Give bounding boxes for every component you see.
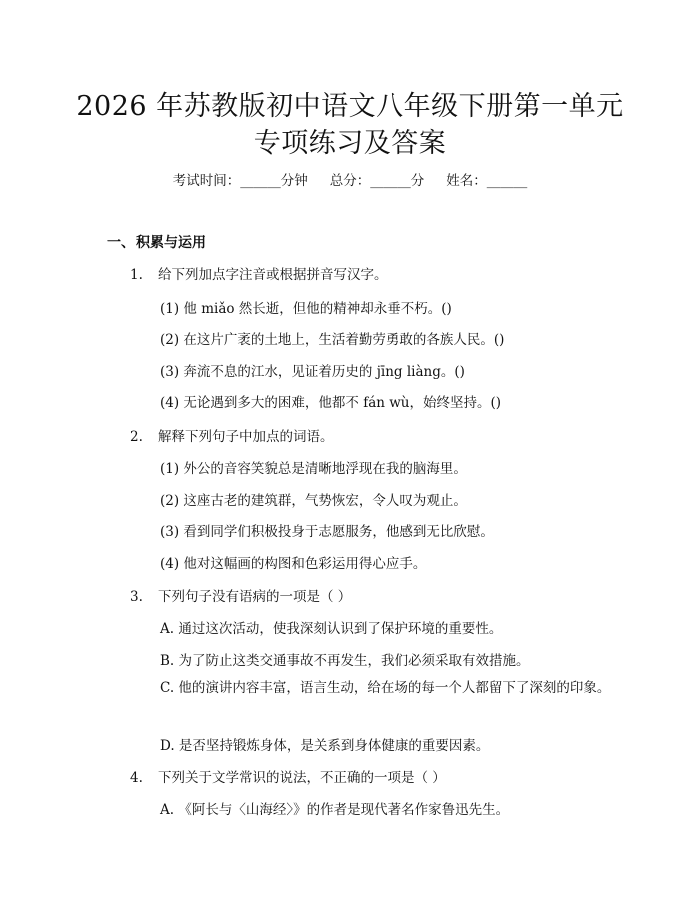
question-number: 2.	[130, 429, 143, 445]
q1-item-4: (4) 无论遇到多大的困难，他都不 fán wù，始终坚持。()	[160, 395, 502, 411]
section-number: 一、	[107, 235, 135, 251]
q2-item-4: (4) 他对这幅画的构图和色彩运用得心应手。	[160, 556, 427, 572]
question-2	[130, 425, 334, 445]
question-text: 给下列加点字注音或根据拼音写汉字。	[158, 267, 388, 283]
q3-option-d: D. 是否坚持锻炼身体，是关系到身体健康的重要因素。	[160, 738, 490, 754]
question-text: 下列句子没有语病的一项是（ ）	[158, 589, 352, 605]
exam-info	[0, 169, 700, 189]
q4-option-a: A. 《阿长与〈山海经〉》的作者是现代著名作家鲁迅先生。	[160, 802, 510, 818]
question-number: 1.	[130, 267, 143, 283]
q3-option-a: A. 通过这次活动，使我深刻认识到了保护环境的重要性。	[160, 621, 503, 637]
q3-option-b: B. 为了防止这类交通事故不再发生，我们必须采取有效措施。	[160, 653, 530, 669]
question-text: 解释下列句子中加点的词语。	[158, 429, 334, 445]
section-label: 积累与运用	[136, 235, 206, 251]
question-1	[130, 263, 388, 283]
q2-item-3: (3) 看到同学们积极投身于志愿服务，他感到无比欣慰。	[160, 524, 494, 540]
question-4	[130, 766, 446, 786]
q2-item-1: (1) 外公的音容笑貌总是清晰地浮现在我的脑海里。	[160, 461, 467, 477]
student-name: 姓名：______	[446, 173, 528, 189]
q2-item-2: (2) 这座古老的建筑群，气势恢宏，令人叹为观止。	[160, 493, 467, 509]
question-3	[130, 585, 351, 605]
q1-item-1: (1) 他 miǎo 然长逝，但他的精神却永垂不朽。()	[160, 301, 452, 317]
q1-item-2: (2) 在这片广袤的土地上，生活着勤劳勇敢的各族人民。()	[160, 332, 505, 348]
question-number: 4.	[130, 770, 143, 786]
q1-item-3: (3) 奔流不息的江水，见证着历史的 jīng liàng。()	[160, 364, 465, 380]
total-score: 总分：______分	[329, 173, 425, 189]
section-heading	[107, 232, 206, 252]
document-title-line1: 2026 年苏教版初中语文八年级下册第一单元	[76, 91, 624, 122]
exam-time: 考试时间：______分钟	[172, 173, 308, 189]
document-title-line2: 专项练习及答案	[253, 128, 447, 159]
question-text: 下列关于文学常识的说法，不正确的一项是（ ）	[158, 770, 446, 786]
question-number: 3.	[130, 589, 143, 605]
q3-option-c: C. 他的演讲内容丰富，语言生动，给在场的每一个人都留下了深刻的印象。	[160, 680, 611, 696]
